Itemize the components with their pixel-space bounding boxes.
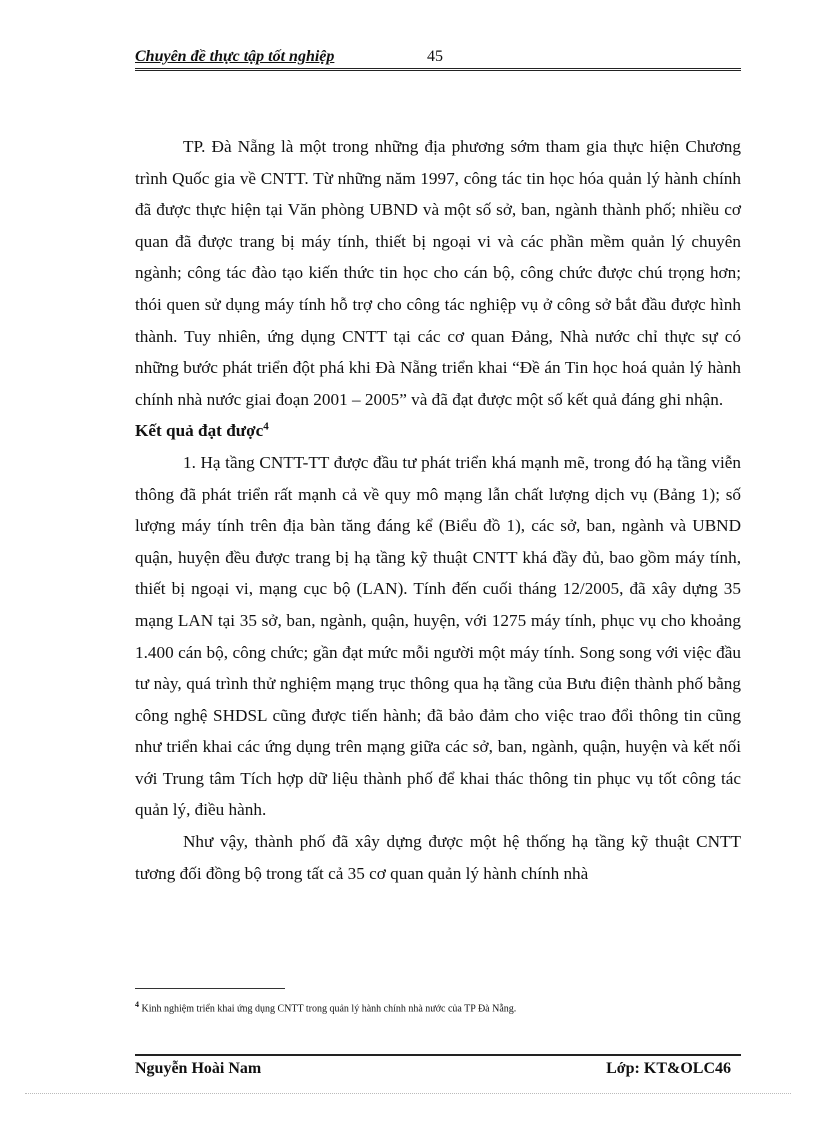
page-edge [25, 1093, 791, 1094]
paragraph-intro: TP. Đà Nẵng là một trong những địa phương sớm tham gia thực hiện Chương trình Quốc gia về CNTT. Từ những năm 1997, công tác tin học hóa quản lý hành chính đã được thực hiện tại Văn phòng UBND và một số sở, ban, ngành thành phố; nhiều cơ quan đã được trang bị máy tính, thiết bị ngoại vi và các phần mềm quản lý chuyên ngành; công tác đào tạo kiến thức tin học cho cán bộ, công chức được chú trọng hơn; thói quen sử dụng máy tính hỗ trợ cho công tác nghiệp vụ ở công sở bắt đầu được hình thành. Tuy nhiên, ứng dụng CNTT tại các cơ quan Đảng, Nhà nước chỉ thực sự có những bước phát triển đột phá khi Đà Nẵng triển khai “Đề án Tin học hoá quản lý hành chính nhà nước giai đoạn 2001 – 2005” và đã đạt được một số kết quả đáng ghi nhận. [135, 137, 741, 409]
paragraph-infrastructure: 1. Hạ tầng CNTT-TT được đầu tư phát triển khá mạnh mẽ, trong đó hạ tầng viễn thông đã phát triển rất mạnh cả về quy mô mạng lẫn chất lượng dịch vụ (Bảng 1); số lượng máy tính trên địa bàn tăng đáng kể (Biểu đồ 1), các sở, ban, ngành và UBND quận, huyện đều được trang bị hạ tầng kỹ thuật CNTT khá đầy đủ, bao gồm máy tính, thiết bị ngoại vi, mạng cục bộ (LAN). Tính đến cuối tháng 12/2005, đã xây dựng 35 mạng LAN tại 35 sở, ban, ngành, quận, huyện, với 1275 máy tính, phục vụ cho khoảng 1.400 cán bộ, công chức; gần đạt mức mỗi người một máy tính. Song song với việc đầu tư này, quá trình thử nghiệm mạng trục thông qua hạ tầng của Bưu điện thành phố bằng công nghệ SHDSL cũng được tiến hành; đã bảo đảm cho việc trao đổi thông tin cũng như triển khai các ứng dụng trên mạng giữa các sở, ban, ngành, quận, huyện và kết nối với Trung tâm Tích hợp dữ liệu thành phố để khai thác thông tin phục vụ tốt công tác quản lý, điều hành. [135, 452, 741, 820]
document-title: Chuyên đề thực tập tốt nghiệp [135, 48, 335, 65]
page-footer [135, 1060, 741, 1080]
page-number: 45 [427, 48, 443, 65]
footnote-separator [135, 988, 285, 989]
class-label: Lớp: KT&OLC46 [606, 1060, 731, 1077]
footer-separator [135, 1054, 741, 1056]
footnote-number: 4 [135, 1000, 139, 1009]
section-heading-text: Kết quả đạt được [135, 421, 264, 441]
footnote [135, 998, 741, 1016]
section-heading [135, 415, 741, 447]
document-body [135, 131, 741, 889]
footnote-reference: 4 [263, 420, 269, 433]
footnote-text: Kinh nghiệm triển khai ứng dụng CNTT trong quản lý hành chính nhà nước của TP Đà Nẵng. [141, 1003, 517, 1015]
author-name: Nguyễn Hoài Nam [135, 1060, 262, 1077]
paragraph-summary: Như vậy, thành phố đã xây dựng được một hệ thống hạ tầng kỹ thuật CNTT tương đối đồng bộ trong tất cả 35 cơ quan quản lý hành chính nhà [135, 832, 741, 883]
page-header [135, 48, 741, 71]
